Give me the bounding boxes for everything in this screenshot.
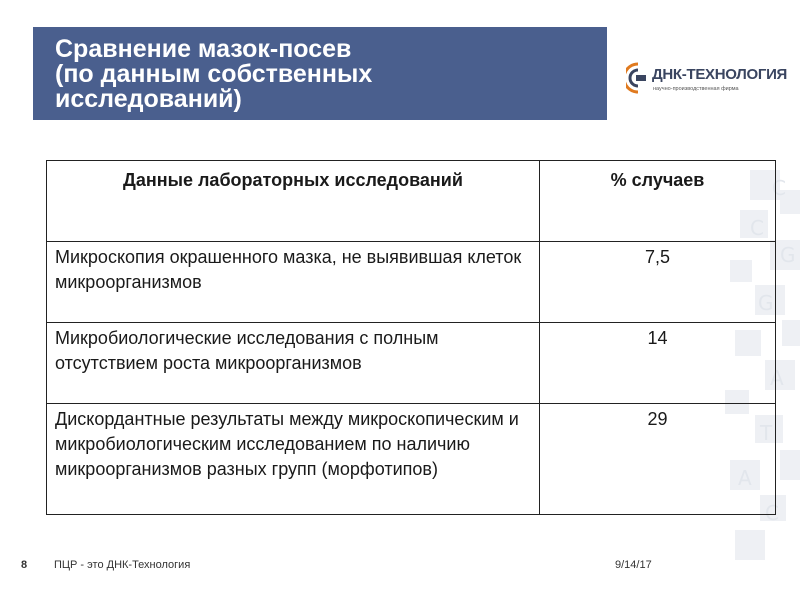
column-header-percent: % случаев <box>540 161 776 242</box>
svg-text:A: A <box>770 366 784 390</box>
footer-text: ПЦР - это ДНК-Технология <box>54 559 191 571</box>
row-percent: 14 <box>540 323 776 404</box>
company-logo <box>626 62 788 98</box>
table-row <box>47 404 776 515</box>
row-description: Дискордантные результаты между микроскопическим и микробиологическим исследованием по наличию микроорганизмов разных групп (морфотипов) <box>47 404 540 515</box>
row-description: Микробиологические исследования с полным отсутствием роста микроорганизмов <box>47 323 540 404</box>
dna-logo-icon <box>626 62 650 94</box>
slide-title-line-3: исследований) <box>55 85 242 113</box>
table-row <box>47 323 776 404</box>
logo-name: ДНК-ТЕХНОЛОГИЯ <box>652 66 788 83</box>
slide-title-line-1: Сравнение мазок-посев <box>55 35 352 63</box>
table-header-row <box>47 161 776 242</box>
table-row <box>47 242 776 323</box>
row-percent: 29 <box>540 404 776 515</box>
column-header-lab-data: Данные лабораторных исследований <box>47 161 540 242</box>
row-description: Микроскопия окрашенного мазка, не выявившая клеток микроорганизмов <box>47 242 540 323</box>
svg-text:T: T <box>760 421 773 445</box>
svg-text:C: C <box>765 501 779 525</box>
svg-text:G: G <box>758 291 774 315</box>
logo-tagline: научно-производственная фирма <box>653 86 739 92</box>
page-number: 8 <box>21 559 28 571</box>
comparison-table <box>46 160 776 515</box>
slide-title-line-2: (по данным собственных <box>55 60 373 88</box>
footer-date: 9/14/17 <box>615 559 652 571</box>
svg-text:G: G <box>780 243 796 267</box>
slide-title-box <box>33 27 607 120</box>
svg-text:C: C <box>750 216 764 240</box>
row-percent: 7,5 <box>540 242 776 323</box>
svg-text:A: A <box>738 466 752 490</box>
svg-text:C: C <box>772 176 786 200</box>
